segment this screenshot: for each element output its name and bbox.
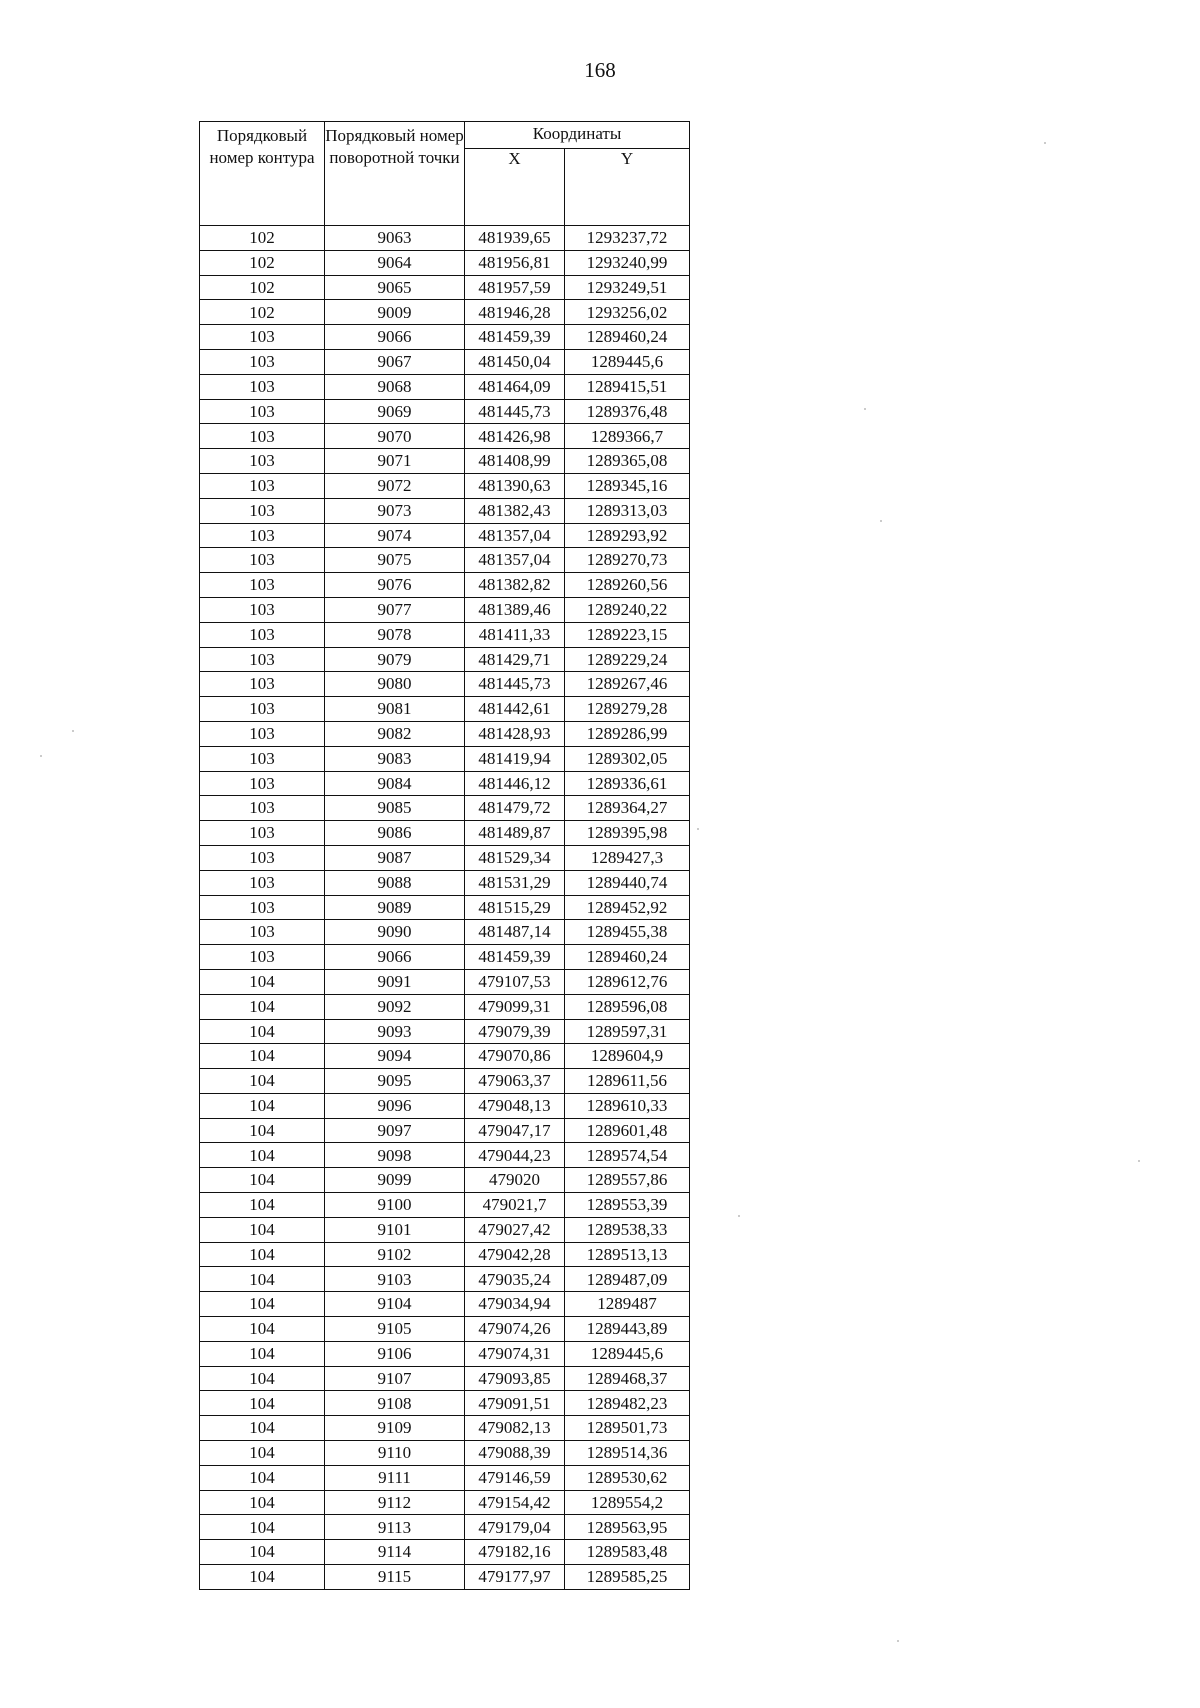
point-number-cell: 9072 [325,473,465,498]
table-row [200,1193,690,1218]
point-number-cell: 9109 [325,1416,465,1441]
y-coordinate-cell: 1289574,54 [565,1143,690,1168]
point-number-cell: 9090 [325,920,465,945]
y-coordinate-cell: 1289585,25 [565,1565,690,1590]
point-number-cell: 9068 [325,374,465,399]
table-row [200,399,690,424]
point-number-cell: 9107 [325,1366,465,1391]
x-coordinate-cell: 479093,85 [465,1366,565,1391]
table-row [200,1019,690,1044]
point-number-cell: 9063 [325,226,465,251]
x-coordinate-cell: 479047,17 [465,1118,565,1143]
y-coordinate-cell: 1289538,33 [565,1217,690,1242]
contour-number-cell: 104 [200,1391,325,1416]
y-coordinate-cell: 1289612,76 [565,969,690,994]
contour-number-cell: 103 [200,771,325,796]
y-coordinate-cell: 1289345,16 [565,473,690,498]
x-coordinate-cell: 481487,14 [465,920,565,945]
point-number-cell: 9111 [325,1465,465,1490]
y-coordinate-cell: 1289445,6 [565,349,690,374]
contour-number-cell: 102 [200,275,325,300]
contour-number-cell: 103 [200,424,325,449]
x-coordinate-cell: 479027,42 [465,1217,565,1242]
y-coordinate-cell: 1289601,48 [565,1118,690,1143]
x-coordinate-cell: 481515,29 [465,895,565,920]
page-number: 168 [584,58,616,82]
table-row [200,1465,690,1490]
point-number-cell: 9070 [325,424,465,449]
scan-speck [72,730,74,732]
point-number-cell: 9100 [325,1193,465,1218]
point-number-cell: 9110 [325,1441,465,1466]
x-coordinate-cell: 479154,42 [465,1490,565,1515]
y-coordinate-cell: 1293256,02 [565,300,690,325]
table-row [200,796,690,821]
table-row [200,1143,690,1168]
x-coordinate-cell: 481389,46 [465,597,565,622]
x-coordinate-cell: 481479,72 [465,796,565,821]
y-coordinate-cell: 1289267,46 [565,672,690,697]
point-number-cell: 9085 [325,796,465,821]
point-number-cell: 9103 [325,1267,465,1292]
table-row [200,845,690,870]
table-row [200,1267,690,1292]
point-number-cell: 9114 [325,1540,465,1565]
table-row [200,622,690,647]
point-number-cell: 9073 [325,498,465,523]
contour-number-cell: 104 [200,1093,325,1118]
contour-number-cell: 104 [200,1118,325,1143]
point-number-cell: 9079 [325,647,465,672]
y-coordinate-cell: 1289604,9 [565,1044,690,1069]
table-row [200,498,690,523]
table-row [200,697,690,722]
x-coordinate-cell: 479021,7 [465,1193,565,1218]
y-coordinate-cell: 1289487,09 [565,1267,690,1292]
point-number-cell: 9092 [325,994,465,1019]
y-coordinate-cell: 1289583,48 [565,1540,690,1565]
point-number-cell: 9098 [325,1143,465,1168]
contour-number-cell: 103 [200,821,325,846]
y-coordinate-cell: 1289260,56 [565,573,690,598]
x-coordinate-cell: 481489,87 [465,821,565,846]
contour-number-cell: 104 [200,1019,325,1044]
x-coordinate-cell: 479048,13 [465,1093,565,1118]
contour-number-cell: 104 [200,1168,325,1193]
table-row [200,1217,690,1242]
contour-number-cell: 104 [200,1441,325,1466]
point-number-cell: 9064 [325,250,465,275]
x-coordinate-cell: 481382,43 [465,498,565,523]
contour-number-cell: 104 [200,1217,325,1242]
scan-speck [1138,1160,1140,1162]
scan-speck [897,1640,899,1642]
point-number-cell: 9102 [325,1242,465,1267]
contour-number-cell: 103 [200,573,325,598]
header-contour-number: Порядковый номер контура [200,122,325,226]
x-coordinate-cell: 481446,12 [465,771,565,796]
point-number-cell: 9113 [325,1515,465,1540]
y-coordinate-cell: 1289455,38 [565,920,690,945]
table-row [200,920,690,945]
table-row [200,573,690,598]
contour-number-cell: 104 [200,1317,325,1342]
x-coordinate-cell: 479042,28 [465,1242,565,1267]
table-body [200,226,690,1590]
point-number-cell: 9067 [325,349,465,374]
x-coordinate-cell: 481464,09 [465,374,565,399]
point-number-cell: 9069 [325,399,465,424]
point-number-cell: 9071 [325,449,465,474]
y-coordinate-cell: 1289270,73 [565,548,690,573]
table-row [200,1441,690,1466]
table-row [200,821,690,846]
x-coordinate-cell: 481419,94 [465,746,565,771]
y-coordinate-cell: 1289223,15 [565,622,690,647]
x-coordinate-cell: 481459,39 [465,945,565,970]
table-row [200,870,690,895]
y-coordinate-cell: 1289240,22 [565,597,690,622]
point-number-cell: 9099 [325,1168,465,1193]
y-coordinate-cell: 1289313,03 [565,498,690,523]
x-coordinate-cell: 479182,16 [465,1540,565,1565]
y-coordinate-cell: 1289376,48 [565,399,690,424]
point-number-cell: 9066 [325,945,465,970]
point-number-cell: 9108 [325,1391,465,1416]
table-row [200,1069,690,1094]
table-row [200,1540,690,1565]
contour-number-cell: 103 [200,498,325,523]
point-number-cell: 9077 [325,597,465,622]
table-row [200,647,690,672]
contour-number-cell: 104 [200,1044,325,1069]
x-coordinate-cell: 479079,39 [465,1019,565,1044]
table-row [200,275,690,300]
contour-number-cell: 103 [200,796,325,821]
point-number-cell: 9091 [325,969,465,994]
table-row [200,1118,690,1143]
x-coordinate-cell: 479099,31 [465,994,565,1019]
x-coordinate-cell: 479088,39 [465,1441,565,1466]
x-coordinate-cell: 481459,39 [465,325,565,350]
y-coordinate-cell: 1289563,95 [565,1515,690,1540]
x-coordinate-cell: 481408,99 [465,449,565,474]
table-row [200,994,690,1019]
point-number-cell: 9080 [325,672,465,697]
table-row [200,721,690,746]
x-coordinate-cell: 481382,82 [465,573,565,598]
x-coordinate-cell: 481531,29 [465,870,565,895]
y-coordinate-cell: 1289336,61 [565,771,690,796]
point-number-cell: 9088 [325,870,465,895]
y-coordinate-cell: 1289427,3 [565,845,690,870]
point-number-cell: 9093 [325,1019,465,1044]
contour-number-cell: 102 [200,250,325,275]
point-number-cell: 9065 [325,275,465,300]
contour-number-cell: 103 [200,374,325,399]
point-number-cell: 9101 [325,1217,465,1242]
contour-number-cell: 104 [200,1540,325,1565]
point-number-cell: 9083 [325,746,465,771]
contour-number-cell: 104 [200,1416,325,1441]
table-row [200,746,690,771]
point-number-cell: 9095 [325,1069,465,1094]
contour-number-cell: 104 [200,1242,325,1267]
table-row [200,1416,690,1441]
contour-number-cell: 104 [200,1341,325,1366]
x-coordinate-cell: 479034,94 [465,1292,565,1317]
header-coordinates: Координаты [465,122,690,149]
scan-speck [880,520,882,522]
table-row [200,1044,690,1069]
contour-number-cell: 104 [200,1267,325,1292]
contour-number-cell: 102 [200,300,325,325]
x-coordinate-cell: 481390,63 [465,473,565,498]
contour-number-cell: 103 [200,622,325,647]
y-coordinate-cell: 1289366,7 [565,424,690,449]
point-number-cell: 9089 [325,895,465,920]
scan-speck [864,408,866,410]
table-row [200,325,690,350]
y-coordinate-cell: 1289554,2 [565,1490,690,1515]
contour-number-cell: 103 [200,672,325,697]
header-point-number: Порядковый номер поворотной точки [325,122,465,226]
table-row [200,1565,690,1590]
x-coordinate-cell: 481357,04 [465,523,565,548]
table-row [200,449,690,474]
table-row [200,374,690,399]
x-coordinate-cell: 481426,98 [465,424,565,449]
contour-number-cell: 102 [200,226,325,251]
contour-number-cell: 103 [200,473,325,498]
scan-speck [738,1215,740,1217]
contour-number-cell: 104 [200,1465,325,1490]
point-number-cell: 9086 [325,821,465,846]
table-row [200,895,690,920]
y-coordinate-cell: 1289513,13 [565,1242,690,1267]
scan-speck [1044,142,1046,144]
x-coordinate-cell: 479146,59 [465,1465,565,1490]
x-coordinate-cell: 481529,34 [465,845,565,870]
x-coordinate-cell: 481429,71 [465,647,565,672]
x-coordinate-cell: 481445,73 [465,672,565,697]
point-number-cell: 9074 [325,523,465,548]
point-number-cell: 9082 [325,721,465,746]
x-coordinate-cell: 481957,59 [465,275,565,300]
table-row [200,349,690,374]
y-coordinate-cell: 1289279,28 [565,697,690,722]
table-row [200,473,690,498]
x-coordinate-cell: 481428,93 [465,721,565,746]
x-coordinate-cell: 479179,04 [465,1515,565,1540]
table-row [200,1317,690,1342]
table-row [200,1490,690,1515]
x-coordinate-cell: 481445,73 [465,399,565,424]
contour-number-cell: 103 [200,920,325,945]
contour-number-cell: 104 [200,1565,325,1590]
contour-number-cell: 103 [200,697,325,722]
point-number-cell: 9112 [325,1490,465,1515]
y-coordinate-cell: 1289286,99 [565,721,690,746]
point-number-cell: 9106 [325,1341,465,1366]
y-coordinate-cell: 1289557,86 [565,1168,690,1193]
x-coordinate-cell: 479035,24 [465,1267,565,1292]
y-coordinate-cell: 1293249,51 [565,275,690,300]
point-number-cell: 9009 [325,300,465,325]
table-row [200,1341,690,1366]
contour-number-cell: 103 [200,845,325,870]
table-row [200,1366,690,1391]
contour-number-cell: 103 [200,449,325,474]
table-row [200,300,690,325]
x-coordinate-cell: 479020 [465,1168,565,1193]
y-coordinate-cell: 1293240,99 [565,250,690,275]
contour-number-cell: 103 [200,597,325,622]
point-number-cell: 9096 [325,1093,465,1118]
y-coordinate-cell: 1289229,24 [565,647,690,672]
x-coordinate-cell: 481442,61 [465,697,565,722]
table-row [200,548,690,573]
y-coordinate-cell: 1289395,98 [565,821,690,846]
contour-number-cell: 103 [200,647,325,672]
scan-speck [40,755,42,757]
x-coordinate-cell: 479074,31 [465,1341,565,1366]
point-number-cell: 9104 [325,1292,465,1317]
header-x: X [465,149,565,226]
point-number-cell: 9087 [325,845,465,870]
y-coordinate-cell: 1289482,23 [565,1391,690,1416]
y-coordinate-cell: 1289364,27 [565,796,690,821]
x-coordinate-cell: 481939,65 [465,226,565,251]
y-coordinate-cell: 1289445,6 [565,1341,690,1366]
point-number-cell: 9076 [325,573,465,598]
point-number-cell: 9097 [325,1118,465,1143]
y-coordinate-cell: 1293237,72 [565,226,690,251]
x-coordinate-cell: 479074,26 [465,1317,565,1342]
x-coordinate-cell: 479091,51 [465,1391,565,1416]
table-row [200,969,690,994]
contour-number-cell: 103 [200,548,325,573]
y-coordinate-cell: 1289501,73 [565,1416,690,1441]
x-coordinate-cell: 481357,04 [465,548,565,573]
y-coordinate-cell: 1289293,92 [565,523,690,548]
y-coordinate-cell: 1289597,31 [565,1019,690,1044]
y-coordinate-cell: 1289460,24 [565,325,690,350]
y-coordinate-cell: 1289487 [565,1292,690,1317]
table-row [200,945,690,970]
y-coordinate-cell: 1289530,62 [565,1465,690,1490]
table-row [200,226,690,251]
table-row [200,1093,690,1118]
x-coordinate-cell: 481946,28 [465,300,565,325]
point-number-cell: 9115 [325,1565,465,1590]
table-row [200,771,690,796]
table-row [200,424,690,449]
point-number-cell: 9105 [325,1317,465,1342]
y-coordinate-cell: 1289514,36 [565,1441,690,1466]
y-coordinate-cell: 1289610,33 [565,1093,690,1118]
contour-number-cell: 103 [200,746,325,771]
y-coordinate-cell: 1289415,51 [565,374,690,399]
point-number-cell: 9094 [325,1044,465,1069]
scan-speck [697,828,699,830]
y-coordinate-cell: 1289365,08 [565,449,690,474]
y-coordinate-cell: 1289440,74 [565,870,690,895]
contour-number-cell: 103 [200,721,325,746]
contour-number-cell: 104 [200,1069,325,1094]
x-coordinate-cell: 481411,33 [465,622,565,647]
point-number-cell: 9084 [325,771,465,796]
contour-number-cell: 103 [200,349,325,374]
contour-number-cell: 104 [200,1490,325,1515]
x-coordinate-cell: 479107,53 [465,969,565,994]
x-coordinate-cell: 479063,37 [465,1069,565,1094]
y-coordinate-cell: 1289460,24 [565,945,690,970]
x-coordinate-cell: 479070,86 [465,1044,565,1069]
table-row [200,1292,690,1317]
contour-number-cell: 103 [200,895,325,920]
table-row [200,1242,690,1267]
x-coordinate-cell: 481956,81 [465,250,565,275]
y-coordinate-cell: 1289553,39 [565,1193,690,1218]
contour-number-cell: 103 [200,523,325,548]
contour-number-cell: 103 [200,870,325,895]
contour-number-cell: 104 [200,1366,325,1391]
x-coordinate-cell: 479082,13 [465,1416,565,1441]
table-row [200,1168,690,1193]
contour-number-cell: 104 [200,1292,325,1317]
table-row [200,672,690,697]
table-row [200,250,690,275]
contour-number-cell: 104 [200,1143,325,1168]
contour-number-cell: 103 [200,325,325,350]
y-coordinate-cell: 1289468,37 [565,1366,690,1391]
point-number-cell: 9075 [325,548,465,573]
header-y: Y [565,149,690,226]
x-coordinate-cell: 479177,97 [465,1565,565,1590]
y-coordinate-cell: 1289611,56 [565,1069,690,1094]
table-row [200,1515,690,1540]
contour-number-cell: 104 [200,1515,325,1540]
contour-number-cell: 104 [200,994,325,1019]
x-coordinate-cell: 479044,23 [465,1143,565,1168]
table-row [200,523,690,548]
point-number-cell: 9066 [325,325,465,350]
x-coordinate-cell: 481450,04 [465,349,565,374]
table-row [200,1391,690,1416]
point-number-cell: 9078 [325,622,465,647]
y-coordinate-cell: 1289596,08 [565,994,690,1019]
contour-number-cell: 104 [200,1193,325,1218]
y-coordinate-cell: 1289452,92 [565,895,690,920]
y-coordinate-cell: 1289443,89 [565,1317,690,1342]
contour-number-cell: 103 [200,945,325,970]
coordinates-table [199,121,690,1590]
point-number-cell: 9081 [325,697,465,722]
contour-number-cell: 104 [200,969,325,994]
table-row [200,597,690,622]
y-coordinate-cell: 1289302,05 [565,746,690,771]
contour-number-cell: 103 [200,399,325,424]
